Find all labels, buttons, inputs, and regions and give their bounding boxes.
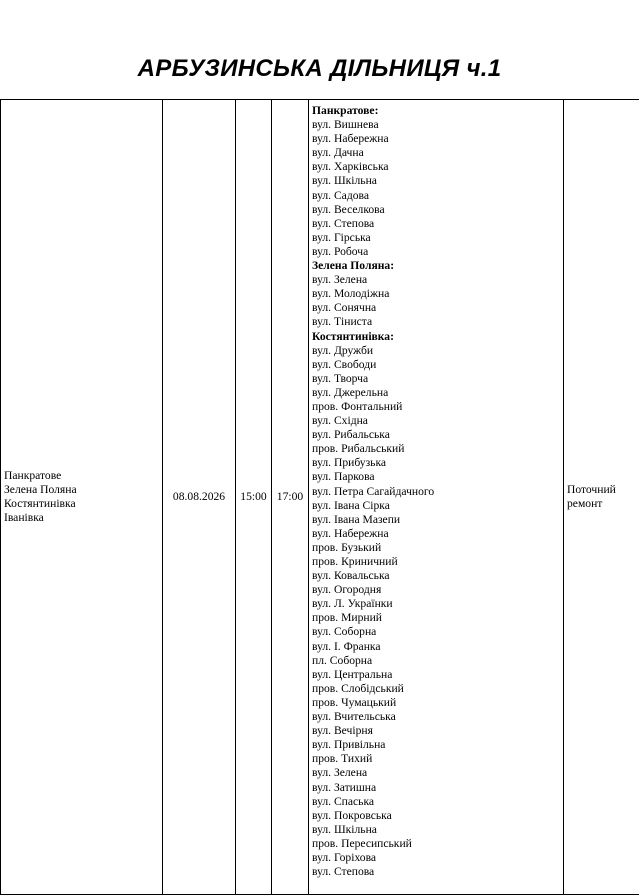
street-item: вул. Спаська: [312, 795, 560, 809]
street-item: вул. Вчительська: [312, 710, 560, 724]
time-from-cell: 15:00: [236, 100, 272, 895]
street-item: вул. Харківська: [312, 160, 560, 174]
street-item: вул. Сонячна: [312, 301, 560, 315]
street-item: вул. Дачна: [312, 146, 560, 160]
reason-cell: [564, 100, 639, 895]
street-item: пров. Чумацький: [312, 696, 560, 710]
street-item: вул. Івана Мазепи: [312, 513, 560, 527]
street-item: вул. Паркова: [312, 470, 560, 484]
reason-text: ремонт: [567, 497, 639, 511]
reason-text: Поточний: [567, 483, 639, 497]
street-item: вул. Прибузька: [312, 456, 560, 470]
street-item: вул. Шкільна: [312, 174, 560, 188]
settlement-header: Костянтинівка:: [312, 330, 560, 344]
street-item: вул. Тіниста: [312, 315, 560, 329]
street-item: вул. Л. Українки: [312, 597, 560, 611]
street-item: вул. Затишна: [312, 781, 560, 795]
settlement-name: Зелена Поляна: [4, 483, 159, 497]
settlements-cell: [1, 100, 163, 895]
street-item: вул. Центральна: [312, 668, 560, 682]
street-item: вул. Зелена: [312, 766, 560, 780]
street-item: вул. Петра Сагайдачного: [312, 485, 560, 499]
street-item: вул. Привільна: [312, 738, 560, 752]
street-item: вул. І. Франка: [312, 640, 560, 654]
street-item: вул. Огородня: [312, 583, 560, 597]
street-item: вул. Зелена: [312, 273, 560, 287]
table-row: [1, 100, 639, 895]
settlement-name: Панкратове: [4, 469, 159, 483]
street-item: вул. Вечірня: [312, 724, 560, 738]
street-item: вул. Соборна: [312, 625, 560, 639]
street-item: пров. Слобідський: [312, 682, 560, 696]
street-item: вул. Дружби: [312, 344, 560, 358]
settlement-name: Іванівка: [4, 511, 159, 525]
street-item: вул. Набережна: [312, 132, 560, 146]
street-item: вул. Степова: [312, 865, 560, 879]
street-item: вул. Творча: [312, 372, 560, 386]
street-item: пров. Пересипський: [312, 837, 560, 851]
street-item: вул. Веселкова: [312, 203, 560, 217]
street-item: вул. Молодіжна: [312, 287, 560, 301]
street-item: пров. Бузький: [312, 541, 560, 555]
street-item: пров. Криничний: [312, 555, 560, 569]
street-item: вул. Горіхова: [312, 851, 560, 865]
street-item: вул. Східна: [312, 414, 560, 428]
street-item: вул. Степова: [312, 217, 560, 231]
street-item: вул. Джерельна: [312, 386, 560, 400]
streets-cell: [309, 100, 564, 895]
street-item: пров. Тихий: [312, 752, 560, 766]
street-item: вул. Ковальська: [312, 569, 560, 583]
date-cell: 08.08.2026: [163, 100, 236, 895]
street-item: вул. Гірська: [312, 231, 560, 245]
settlement-header: Зелена Поляна:: [312, 259, 560, 273]
street-item: пров. Рибальський: [312, 442, 560, 456]
street-item: вул. Робоча: [312, 245, 560, 259]
outage-schedule-table: [0, 99, 639, 895]
settlement-name: Костянтинівка: [4, 497, 159, 511]
street-item: вул. Свободи: [312, 358, 560, 372]
street-item: пров. Мирний: [312, 611, 560, 625]
time-to-cell: 17:00: [272, 100, 309, 895]
street-item: вул. Покровська: [312, 809, 560, 823]
street-item: вул. Набережна: [312, 527, 560, 541]
street-item: пл. Соборна: [312, 654, 560, 668]
street-item: вул. Івана Сірка: [312, 499, 560, 513]
street-item: вул. Садова: [312, 189, 560, 203]
street-item: вул. Рибальська: [312, 428, 560, 442]
page-title: АРБУЗИНСЬКА ДІЛЬНИЦЯ ч.1: [0, 55, 639, 83]
street-item: вул. Вишнева: [312, 118, 560, 132]
street-item: вул. Шкільна: [312, 823, 560, 837]
settlement-header: Панкратове:: [312, 104, 560, 118]
street-item: пров. Фонтальний: [312, 400, 560, 414]
